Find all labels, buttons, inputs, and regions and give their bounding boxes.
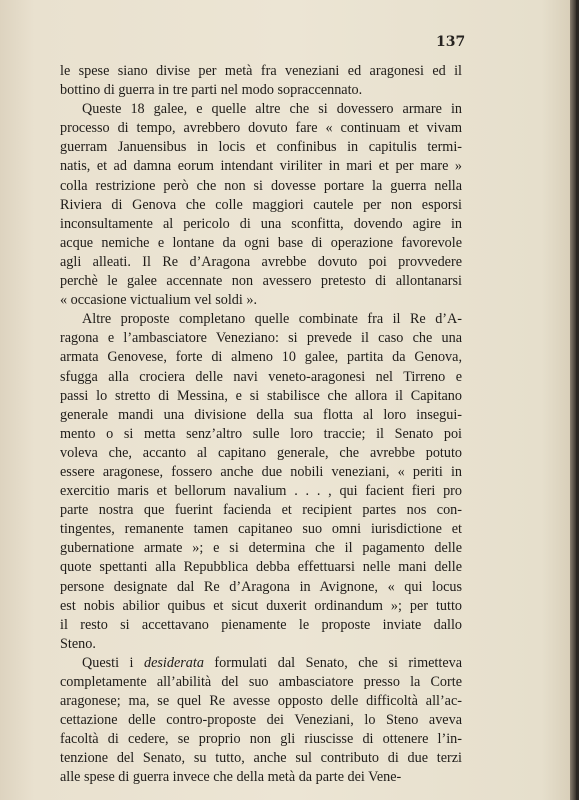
text-line: quote spettanti alla Repubblica debba effettuarsi nelle mani delle xyxy=(60,559,462,576)
text-line: Steno. xyxy=(60,635,96,652)
text-line: mento o si metta senz’altro sulle loro traccie; il Senato poi xyxy=(60,425,462,442)
page-number: 137 xyxy=(436,34,466,50)
text-line: gubernatione armate »; e si determina che il pagamento delle xyxy=(60,540,462,557)
text-line: sfugga alla crociera delle navi veneto-aragonesi nel Tirreno e xyxy=(60,368,462,385)
text-line: passi lo stretto di Messina, e si stabilisce che allora il Capitano xyxy=(60,387,462,404)
text-line: armata Genovese, forte di almeno 10 galee, partita da Genova, xyxy=(60,349,462,366)
text-line: voleva che, accanto al capitano generale, che avrebbe potuto xyxy=(60,444,462,461)
text-line: agli alleati. Il Re d’Aragona avrebbe dovuto poi provvedere xyxy=(60,253,462,270)
text-line: cettazione delle contro-proposte dei Veneziani, lo Steno aveva xyxy=(60,712,462,729)
paragraph xyxy=(60,100,462,310)
text-line: est nobis abilior quibus et sicut duxerit ordinandum »; per tutto xyxy=(60,597,462,614)
text-line: inconsultamente al pericolo di una sconfitta, dovendo agire in xyxy=(60,215,462,232)
text-line: ragona e l’ambasciatore Veneziano: si prevede il caso che una xyxy=(60,330,462,347)
text-line: exercitio maris et bellorum navalium . . . , qui facient fieri pro xyxy=(60,483,462,500)
text-line: Riviera di Genova che colle maggiori cautele per non esporsi xyxy=(60,196,462,213)
text-line: Queste 18 galee, e quelle altre che si dovessero armare in xyxy=(82,101,462,118)
text-line: completamente all’abilità del suo ambasciatore presso la Corte xyxy=(60,674,462,690)
text-line: perchè le galee accennate non avessero pretesto di allontanarsi xyxy=(60,273,462,290)
text-line: natis, et ad damna eorum intendant viriliter in mari et per mare » xyxy=(60,158,462,175)
text-line: Questi i desiderata formulati dal Senato, che si rimetteva xyxy=(82,654,463,671)
text-line: guerram Januensibus in locis et confinibus in capitulis termi- xyxy=(60,139,462,156)
text-line: le spese siano divise per metà fra veneziani ed aragonesi ed il xyxy=(60,63,462,79)
text-line: acque nemiche e lontane da ogni base di operazione favorevole xyxy=(60,234,462,251)
page-edge-shadow xyxy=(570,0,576,800)
text-line: essere aragonese, fossero anche due nobili veneziani, « periti in xyxy=(60,463,462,480)
text-line: facoltà di cedere, se proprio non gli riuscisse di ottenere l’in- xyxy=(60,731,462,748)
text-line: colla restrizione però che non si dovesse portare la guerra nella xyxy=(60,177,462,194)
text-line: il resto si accettavano pienamente le proposte inviate dallo xyxy=(60,616,462,633)
text-line: parte nostra que fuerint facienda et recipient partes nos con- xyxy=(60,502,462,519)
text-line: bottino di guerra in tre parti nel modo sopraccennato. xyxy=(60,82,363,99)
text-line: « occasione victualium vel soldi ». xyxy=(60,292,258,309)
text-line: tenzione del Senato, su tutto, anche sul contributo di due terzi xyxy=(60,750,462,767)
text-line: alle spese di guerra invece che della metà da parte dei Vene- xyxy=(60,769,402,786)
paragraph xyxy=(60,654,462,788)
text-line: generale mandi una divisione della sua flotta al loro insegui- xyxy=(60,406,462,423)
text-line: processo di tempo, avrebbero dovuto fare « continuam et vivam xyxy=(60,120,462,137)
text-line: persone designate dal Re d’Aragona in Avignone, « qui locus xyxy=(60,578,462,595)
text-line: aragonese; ma, se quel Re avesse opposto delle difficoltà all’ac- xyxy=(60,693,462,710)
paragraph xyxy=(60,310,462,654)
text-line: Altre proposte completano quelle combinate fra il Re d’A- xyxy=(82,311,462,328)
paragraph xyxy=(60,62,462,100)
text-line: tingentes, remanente tamen capitaneo suo omni iurisdictione et xyxy=(60,521,462,538)
body-text xyxy=(60,62,462,788)
